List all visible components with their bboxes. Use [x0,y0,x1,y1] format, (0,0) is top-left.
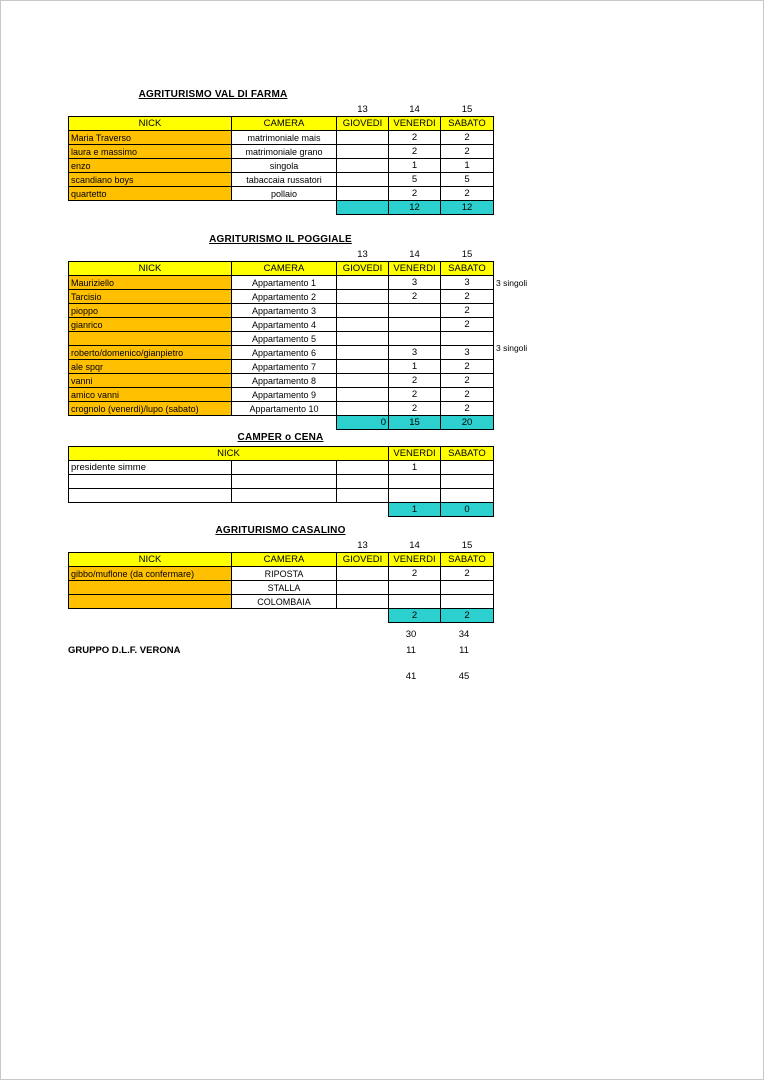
block-val-di-farma [68,89,493,215]
cell-venerdi[interactable]: 1 [389,360,441,374]
total-venerdi: 12 [389,201,441,215]
cell-nick[interactable]: roberto/domenico/gianpietro [69,346,232,360]
cell-camera[interactable]: Appartamento 5 [232,332,337,346]
cell-venerdi[interactable]: 2 [389,131,441,145]
table-casalino [68,539,494,623]
cell-venerdi[interactable] [389,318,441,332]
cell-venerdi[interactable]: 2 [389,145,441,159]
cell-giovedi[interactable] [337,388,389,402]
cell-camera[interactable]: matrimoniale mais [232,131,337,145]
totals-spacer-2 [232,609,337,623]
total-sabato: 0 [441,503,494,517]
totals-spacer-3 [337,503,389,517]
cell-sabato[interactable]: 2 [441,374,494,388]
cell-nick[interactable] [69,581,232,595]
cell-camera[interactable]: Appartamento 8 [232,374,337,388]
total-sabato: 2 [441,609,494,623]
grand-total-venerdi: 41 [405,671,417,682]
cell-nick[interactable]: Mauriziello [69,276,232,290]
table-row[interactable] [69,290,494,304]
cell-nick[interactable]: amico vanni [69,388,232,402]
cell-camera[interactable]: STALLA [232,581,337,595]
cell-venerdi[interactable] [389,581,441,595]
side-note-appartamento-1: 3 singoli [496,278,528,288]
cell-camera[interactable]: Appartamento 10 [232,402,337,416]
cell-giovedi[interactable] [337,145,389,159]
cell-giovedi[interactable] [337,187,389,201]
date-giovedi: 13 [357,104,368,115]
totals-spacer-1 [69,503,232,517]
cell-camera[interactable]: COLOMBAIA [232,595,337,609]
col-header-sabato: SABATO [441,447,494,461]
col-header-sabato: SABATO [441,553,494,567]
block-title-camper-o-cena: CAMPER o CENA [237,432,324,443]
col-header-camera: CAMERA [232,262,337,276]
table-row[interactable] [69,346,494,360]
table-row[interactable] [69,567,494,581]
col-header-giovedi: GIOVEDI [337,262,389,276]
col-header-sabato: SABATO [441,262,494,276]
table-row[interactable] [69,402,494,416]
table-val-di-farma [68,103,494,215]
totals-row [69,609,494,623]
cell-giovedi[interactable] [337,290,389,304]
cell-nick[interactable]: laura e massimo [69,145,232,159]
cell-venerdi[interactable] [389,304,441,318]
table-row[interactable] [69,581,494,595]
cell-giovedi[interactable] [337,461,389,475]
totals-row [69,201,494,215]
table-row[interactable] [69,461,494,475]
cell-camera[interactable]: Appartamento 9 [232,388,337,402]
table-row[interactable] [69,595,494,609]
date-row [69,103,494,117]
cell-giovedi[interactable] [337,332,389,346]
cell-camera[interactable]: Appartamento 7 [232,360,337,374]
table-row[interactable] [69,187,494,201]
table-row[interactable] [69,145,494,159]
cell-sabato[interactable]: 2 [441,131,494,145]
date-spacer-1 [69,103,232,117]
grand-total-sabato: 45 [458,671,470,682]
col-header-venerdi: VENERDI [389,553,441,567]
cell-sabato[interactable] [441,581,494,595]
group-sabato: 11 [459,645,469,656]
block-title-il-poggiale: AGRITURISMO IL POGGIALE [209,234,352,245]
date-spacer-2 [232,103,337,117]
cell-sabato[interactable]: 2 [441,360,494,374]
cell-giovedi[interactable] [337,276,389,290]
col-header-nick: NICK [69,117,232,131]
col-header-camera: CAMERA [232,553,337,567]
cell-venerdi[interactable]: 2 [389,187,441,201]
totals-spacer-3 [337,609,389,623]
cell-nick[interactable]: Tarcisio [69,290,232,304]
group-venerdi: 11 [406,645,416,656]
cell-camera[interactable] [232,489,337,503]
date-spacer-2 [232,539,337,553]
date-venerdi: 14 [409,249,420,260]
cell-sabato[interactable] [441,595,494,609]
col-header-camera: CAMERA [232,117,337,131]
cell-venerdi[interactable]: 1 [389,159,441,173]
date-spacer-1 [69,248,232,262]
total-venerdi: 1 [389,503,441,517]
cell-sabato[interactable]: 2 [441,318,494,332]
cell-sabato[interactable]: 1 [441,159,494,173]
cell-sabato[interactable] [441,475,494,489]
cell-giovedi[interactable] [337,489,389,503]
side-note-appartamento-6: 3 singoli [496,343,528,353]
cell-venerdi[interactable] [389,489,441,503]
block-camper-o-cena [68,432,493,517]
totals-spacer-1 [69,609,232,623]
cell-nick[interactable]: presidente simme [69,461,232,475]
cell-venerdi[interactable] [389,595,441,609]
date-sabato: 15 [461,540,473,551]
total-venerdi: 15 [389,416,441,430]
cell-venerdi[interactable]: 2 [389,374,441,388]
date-row [69,539,494,553]
cell-giovedi[interactable] [337,475,389,489]
subtotal-sabato: 34 [458,629,470,640]
cell-camera[interactable]: Appartamento 2 [232,290,337,304]
cell-venerdi[interactable]: 1 [389,461,441,475]
cell-sabato[interactable]: 5 [441,173,494,187]
cell-giovedi[interactable] [337,595,389,609]
col-header-giovedi: GIOVEDI [337,117,389,131]
cell-nick[interactable] [69,475,232,489]
table-row[interactable] [69,159,494,173]
cell-sabato[interactable] [441,489,494,503]
cell-giovedi[interactable] [337,173,389,187]
cell-nick[interactable]: quartetto [69,187,232,201]
totals-row [69,416,494,430]
cell-giovedi[interactable] [337,304,389,318]
cell-giovedi[interactable] [337,318,389,332]
block-title-casalino: AGRITURISMO CASALINO [215,525,346,536]
cell-camera[interactable] [232,461,337,475]
cell-nick[interactable]: gianrico [69,318,232,332]
date-giovedi: 13 [357,540,368,551]
table-row[interactable] [69,131,494,145]
group-label: GRUPPO D.L.F. VERONA [68,645,181,656]
totals-spacer-2 [232,201,337,215]
cell-giovedi[interactable] [337,159,389,173]
total-sabato: 20 [441,416,494,430]
col-header-venerdi: VENERDI [389,447,441,461]
subtotal-venerdi: 30 [405,629,417,640]
block-casalino [68,525,493,623]
table-row[interactable] [69,332,494,346]
table-row[interactable] [69,475,494,489]
table-row[interactable] [69,360,494,374]
cell-venerdi[interactable]: 3 [389,276,441,290]
cell-sabato[interactable]: 2 [441,290,494,304]
totals-spacer-1 [69,201,232,215]
header-row [69,117,494,131]
cell-giovedi[interactable] [337,131,389,145]
cell-giovedi[interactable] [337,346,389,360]
cell-sabato[interactable]: 3 [441,346,494,360]
table-row[interactable] [69,304,494,318]
cell-sabato[interactable]: 2 [441,187,494,201]
table-row[interactable] [69,173,494,187]
header-row [69,262,494,276]
date-sabato: 15 [461,249,473,260]
cell-camera[interactable]: tabaccaia russatori [232,173,337,187]
cell-sabato[interactable]: 3 [441,276,494,290]
header-row [69,447,494,461]
cell-nick[interactable]: crognolo (venerdi)/lupo (sabato) [69,402,232,416]
table-il-poggiale [68,248,494,430]
cell-nick[interactable]: enzo [69,159,232,173]
cell-nick[interactable]: pioppo [69,304,232,318]
cell-sabato[interactable] [441,461,494,475]
table-row[interactable] [69,318,494,332]
cell-giovedi[interactable] [337,567,389,581]
cell-giovedi[interactable] [337,360,389,374]
cell-sabato[interactable]: 2 [441,388,494,402]
cell-nick[interactable] [69,332,232,346]
cell-nick[interactable]: Maria Traverso [69,131,232,145]
table-row[interactable] [69,489,494,503]
cell-giovedi[interactable] [337,402,389,416]
cell-venerdi[interactable]: 5 [389,173,441,187]
cell-camera[interactable]: Appartamento 6 [232,346,337,360]
header-row [69,553,494,567]
cell-giovedi[interactable] [337,374,389,388]
cell-venerdi[interactable]: 3 [389,346,441,360]
cell-venerdi[interactable] [389,475,441,489]
col-header-venerdi: VENERDI [389,262,441,276]
cell-venerdi[interactable]: 2 [389,402,441,416]
date-spacer-1 [69,539,232,553]
cell-nick[interactable]: ale spqr [69,360,232,374]
cell-sabato[interactable]: 2 [441,145,494,159]
cell-sabato[interactable]: 2 [441,304,494,318]
table-row[interactable] [69,276,494,290]
totals-row [69,503,494,517]
cell-camera[interactable]: pollaio [232,187,337,201]
cell-venerdi[interactable]: 2 [389,290,441,304]
totals-spacer-2 [232,503,337,517]
date-venerdi: 14 [409,104,420,115]
cell-camera[interactable]: Appartamento 4 [232,318,337,332]
cell-nick[interactable] [69,489,232,503]
table-row[interactable] [69,388,494,402]
table-row[interactable] [69,374,494,388]
cell-camera[interactable]: Appartamento 1 [232,276,337,290]
date-venerdi: 14 [409,540,420,551]
totals-spacer-2 [232,416,337,430]
cell-nick[interactable]: scandiano boys [69,173,232,187]
block-il-poggiale [68,234,528,430]
col-header-giovedi: GIOVEDI [337,553,389,567]
cell-venerdi[interactable]: 2 [389,388,441,402]
cell-camera[interactable]: matrimoniale grano [232,145,337,159]
totals-spacer-1 [69,416,232,430]
date-giovedi: 13 [357,249,368,260]
date-sabato: 15 [461,104,473,115]
total-giovedi: 0 [337,416,389,430]
col-header-nick: NICK [69,553,232,567]
cell-nick[interactable]: vanni [69,374,232,388]
cell-sabato[interactable]: 2 [441,402,494,416]
cell-giovedi[interactable] [337,581,389,595]
cell-camera[interactable]: singola [232,159,337,173]
col-header-nick: NICK [69,262,232,276]
cell-camera[interactable]: RIPOSTA [232,567,337,581]
total-sabato: 12 [441,201,494,215]
col-header-sabato: SABATO [441,117,494,131]
block-title-val-di-farma: AGRITURISMO VAL DI FARMA [138,89,288,100]
date-row [69,248,494,262]
date-spacer-2 [232,248,337,262]
cell-sabato[interactable]: 2 [441,567,494,581]
cell-camera[interactable]: Appartamento 3 [232,304,337,318]
col-header-nick: NICK [69,447,389,461]
cell-nick[interactable] [69,595,232,609]
cell-venerdi[interactable]: 2 [389,567,441,581]
col-header-venerdi: VENERDI [389,117,441,131]
table-camper-o-cena [68,446,494,517]
cell-sabato[interactable] [441,332,494,346]
cell-venerdi[interactable] [389,332,441,346]
cell-camera[interactable] [232,475,337,489]
total-giovedi [337,201,389,215]
total-venerdi: 2 [389,609,441,623]
cell-nick[interactable]: gibbo/muflone (da confermare) [69,567,232,581]
